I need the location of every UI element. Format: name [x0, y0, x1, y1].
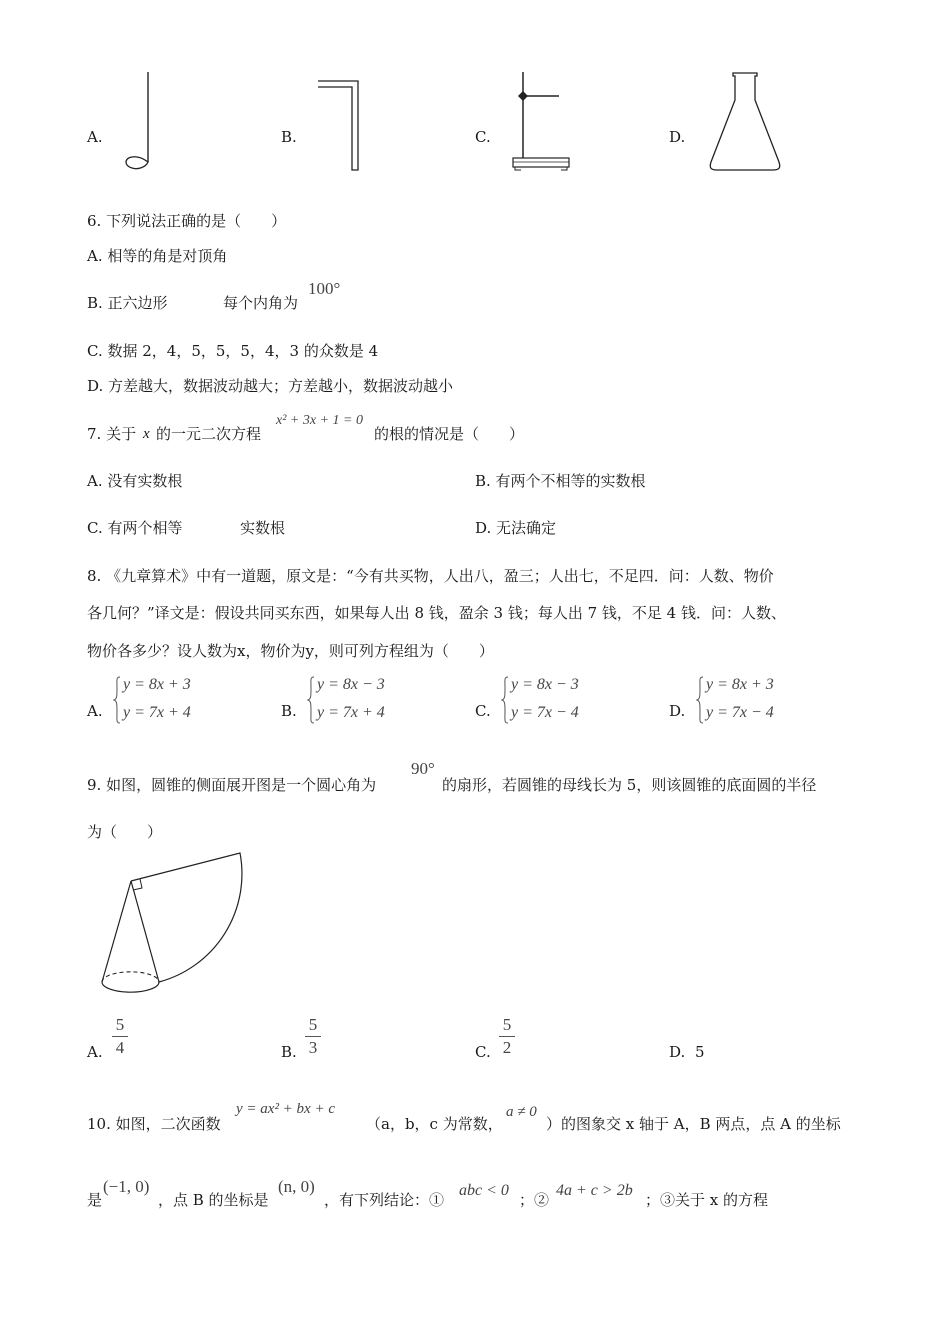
q9-option-c-denominator: 2 [502, 1038, 512, 1057]
q9-stem-post: 的扇形，若圆锥的母线长为 5，则该圆锥的底面圆的半径 [442, 776, 817, 794]
cone-sector-figure [95, 848, 255, 1000]
brace-icon [113, 676, 121, 724]
q6-stem: 6. 下列说法正确的是（ ） [87, 212, 287, 230]
q7-option-d: D. 无法确定 [475, 519, 557, 537]
q6-option-d: D. 方差越大，数据波动越大；方差越小，数据波动越小 [87, 377, 454, 395]
q5-option-b-label: B. [281, 128, 297, 146]
q6-option-b-pre: B. 正六边形 [87, 294, 168, 312]
q8-option-c-eq2: y = 7x − 4 [511, 704, 579, 721]
q5-option-d-label: D. [669, 128, 686, 146]
q7-option-a: A. 没有实数根 [87, 472, 183, 490]
q8-option-c-label: C. [475, 702, 491, 720]
q8-option-b-system [307, 676, 407, 726]
q7-option-c-post: 实数根 [240, 519, 286, 537]
q10-separator-1: ；② [519, 1191, 550, 1209]
q8-option-b-label: B. [281, 702, 297, 720]
q10-conclusion-1: abc < 0 [459, 1182, 509, 1199]
q7-option-b: B. 有两个不相等的实数根 [475, 472, 646, 490]
q10-point-a: (−1, 0) [103, 1177, 150, 1196]
q10-point-b: (n, 0) [278, 1177, 315, 1196]
q9-option-b-label: B. [281, 1043, 297, 1061]
brace-icon [696, 676, 704, 724]
q5-option-c-label: C. [475, 128, 491, 146]
q9-option-b-numerator: 5 [308, 1015, 318, 1034]
q8-option-d-label: D. [669, 702, 686, 720]
q9-option-d-label: D. [669, 1043, 686, 1061]
q8-option-d-eq1: y = 8x + 3 [706, 676, 774, 693]
q6-option-b-mid: 每个内角为 [223, 294, 299, 312]
q8-line-3: 物价各多少？设人数为x，物价为y，则可列方程组为（ ） [87, 642, 494, 660]
q9-option-a-label: A. [87, 1043, 103, 1061]
q8-option-c-eq1: y = 8x − 3 [511, 676, 579, 693]
q8-option-a-label: A. [87, 702, 103, 720]
q10-line2-mid2: ，有下列结论：① [324, 1191, 445, 1209]
q8-option-a-eq2: y = 7x + 4 [123, 704, 191, 721]
q8-option-b-eq1: y = 8x − 3 [317, 676, 385, 693]
q9-option-c-label: C. [475, 1043, 491, 1061]
q9-option-a-fraction [112, 1015, 128, 1058]
q7-stem-mid: 的一元二次方程 [156, 425, 262, 443]
brace-icon [307, 676, 315, 724]
q8-option-d-eq2: y = 7x − 4 [706, 704, 774, 721]
q9-option-c-numerator: 5 [502, 1015, 512, 1034]
q8-option-d-system [696, 676, 796, 726]
q10-function: y = ax² + bx + c [236, 1101, 335, 1117]
q6-option-a: A. 相等的角是对顶角 [87, 247, 228, 265]
q8-option-c-system [501, 676, 601, 726]
q9-option-b-denominator: 3 [308, 1038, 318, 1057]
q10-condition: a ≠ 0 [506, 1104, 537, 1120]
q10-line2-mid: ，点 B 的坐标是 [158, 1191, 269, 1209]
q7-option-c-pre: C. 有两个相等 [87, 519, 183, 537]
bent-tube-icon [314, 78, 364, 174]
q6-option-c: C. 数据 2，4，5，5，5，4，3 的众数是 4 [87, 342, 379, 360]
brace-icon [501, 676, 509, 724]
q10-line2-post: ；③关于 x 的方程 [645, 1191, 768, 1209]
q10-stem-post: ）的图象交 x 轴于 A，B 两点，点 A 的坐标 [546, 1115, 841, 1133]
q10-conclusion-2: 4a + c > 2b [556, 1182, 633, 1199]
q8-option-a-system [113, 676, 213, 726]
q5-option-a-label: A. [87, 128, 103, 146]
q10-line2-pre: 是 [87, 1191, 103, 1209]
q8-line-1: 8. 《九章算术》中有一道题，原文是：“今有共买物，人出八，盈三；人出七，不足四．问：人数、物价 [87, 567, 774, 585]
q9-stem-pre: 9. 如图，圆锥的侧面展开图是一个圆心角为 [87, 776, 377, 794]
q9-option-a-numerator: 5 [115, 1015, 125, 1034]
q8-option-b-eq2: y = 7x + 4 [317, 704, 385, 721]
q9-option-a-denominator: 4 [115, 1038, 125, 1057]
q9-angle: 90° [411, 759, 435, 778]
q9-stem-line-2: 为（ ） [87, 823, 163, 841]
q7-stem-pre: 7. 关于 [87, 425, 137, 443]
conical-flask-icon [704, 70, 786, 174]
q6-option-b-angle: 100° [308, 279, 341, 298]
q9-option-b-fraction [305, 1015, 321, 1058]
q7-stem-post: 的根的情况是（ ） [374, 425, 525, 443]
spoon-icon [120, 70, 160, 176]
q8-line-2: 各几何？”译文是：假设共同买东西，如果每人出 8 钱，盈余 3 钱；每人出 7 钱，不足 4 钱．问：人数、 [87, 604, 786, 622]
q7-var-x: x [143, 426, 150, 442]
q10-paren: （a，b，c 为常数， [366, 1115, 503, 1133]
q8-option-a-eq1: y = 8x + 3 [123, 676, 191, 693]
q9-option-c-fraction [499, 1015, 515, 1058]
q7-equation: x² + 3x + 1 = 0 [276, 413, 363, 428]
q10-stem-pre: 10. 如图，二次函数 [87, 1115, 221, 1133]
q9-option-d-value: 5 [695, 1043, 705, 1061]
iron-stand-icon [508, 70, 574, 174]
